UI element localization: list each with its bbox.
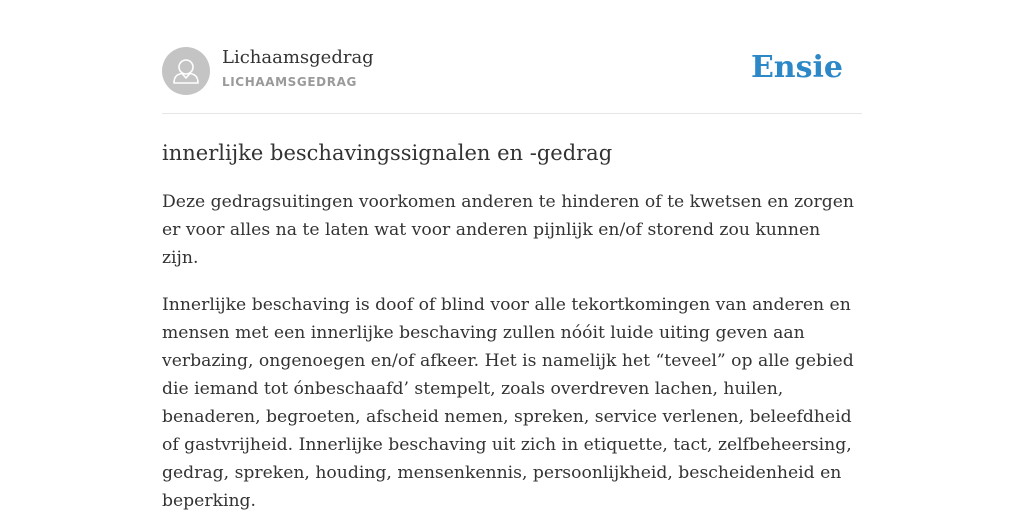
paragraph: Innerlijke beschaving is doof of blind voor alle tekortkomingen van anderen en mensen met een innerlijke beschaving zullen nóóit luide uiting geven aan verbazing, ongenoegen en/of afkeer. Het is namelijk het “teveel” op alle gebied die iemand tot ónbeschaafd’ stempelt, zoals overdreven lachen, huilen, benaderen, begroeten, afscheid nemen, spreken, service verlenen, beleefdheid of gastvrijheid. Innerlijke beschaving uit zich in etiquette, tact, zelfbeheersing, gedrag, spreken, houding, mensenkennis, persoonlijkheid, bescheidenheid en beperking. — [162, 295, 854, 511]
author-name[interactable]: Lichaamsgedrag — [222, 47, 374, 68]
paragraph: Deze gedragsuitingen voorkomen anderen te hinderen of te kwetsen en zorgen er voor alles na te laten wat voor anderen pijnlijk en/of storend zou kunnen zijn. — [162, 192, 854, 268]
card-header — [162, 45, 862, 114]
author-handle[interactable]: LICHAAMSGEDRAG — [222, 75, 357, 89]
avatar[interactable] — [162, 47, 210, 95]
page-title: innerlijke beschavingssignalen en -gedrag — [162, 141, 613, 165]
definition-card — [162, 45, 862, 512]
brand-logo[interactable]: Ensie — [750, 50, 843, 85]
user-silhouette-icon — [162, 47, 210, 95]
